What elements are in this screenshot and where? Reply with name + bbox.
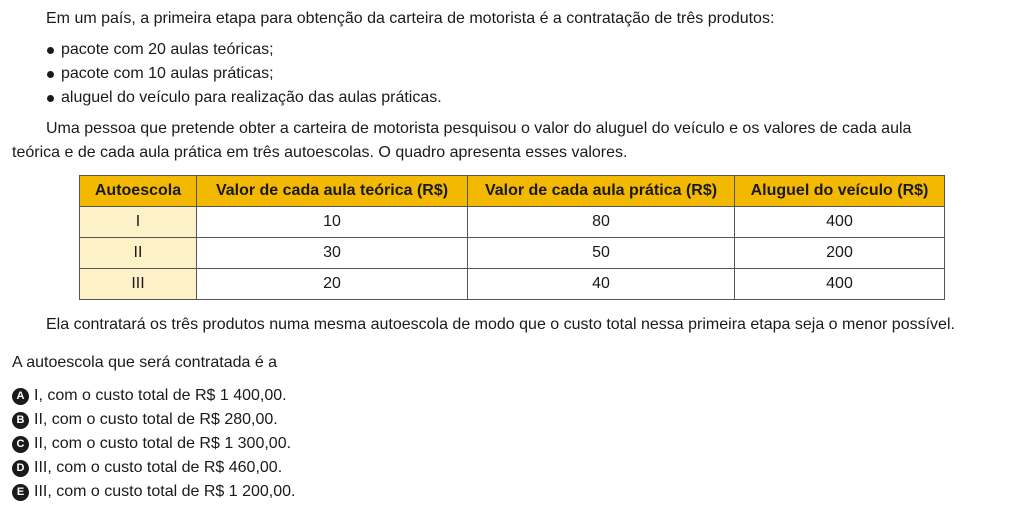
table-cell: I — [80, 207, 197, 238]
option-a[interactable] — [12, 384, 295, 408]
question-stem: A autoescola que será contratada é a — [12, 354, 278, 371]
list-item: aluguel do veículo para realização das aulas práticas. — [46, 86, 442, 110]
option-d[interactable] — [12, 456, 295, 480]
option-letter-badge: B — [12, 412, 29, 429]
option-letter-badge: C — [12, 436, 29, 453]
table-cell: 400 — [735, 207, 945, 238]
table-cell: II — [80, 238, 197, 269]
table-cell: 80 — [468, 207, 735, 238]
option-letter-badge: D — [12, 460, 29, 477]
table-cell: 400 — [735, 269, 945, 300]
table-cell: 200 — [735, 238, 945, 269]
table-cell: 50 — [468, 238, 735, 269]
table-cell: III — [80, 269, 197, 300]
research-paragraph-line2: teórica e de cada aula prática em três autoescolas. O quadro apresenta esses valores. — [12, 144, 628, 161]
column-header: Valor de cada aula prática (R$) — [468, 176, 735, 207]
column-header: Aluguel do veículo (R$) — [735, 176, 945, 207]
contract-paragraph: Ela contratará os três produtos numa mesma autoescola de modo que o custo total nessa primeira etapa seja o menor possível. — [46, 316, 955, 333]
column-header: Autoescola — [80, 176, 197, 207]
table-row — [80, 207, 945, 238]
option-text: I, com o custo total de R$ 1 400,00. — [34, 387, 287, 404]
table-header-row — [80, 176, 945, 207]
price-table — [79, 175, 945, 300]
option-e[interactable] — [12, 480, 295, 504]
table-row — [80, 269, 945, 300]
option-text: II, com o custo total de R$ 1 300,00. — [34, 435, 292, 452]
intro-paragraph: Em um país, a primeira etapa para obtenção da carteira de motorista é a contratação de três produtos: — [46, 10, 775, 27]
option-text: III, com o custo total de R$ 1 200,00. — [34, 483, 296, 500]
option-letter-badge: E — [12, 484, 29, 501]
table-cell: 20 — [197, 269, 468, 300]
option-text: II, com o custo total de R$ 280,00. — [34, 411, 278, 428]
table-cell: 30 — [197, 238, 468, 269]
option-text: III, com o custo total de R$ 460,00. — [34, 459, 283, 476]
table-row — [80, 238, 945, 269]
product-list — [46, 38, 442, 110]
table-cell: 10 — [197, 207, 468, 238]
option-b[interactable] — [12, 408, 295, 432]
research-paragraph-line1: Uma pessoa que pretende obter a carteira de motorista pesquisou o valor do aluguel do veículo e os valores de cada aula — [46, 120, 912, 137]
option-c[interactable] — [12, 432, 295, 456]
list-item: pacote com 10 aulas práticas; — [46, 62, 442, 86]
list-item: pacote com 20 aulas teóricas; — [46, 38, 442, 62]
table-cell: 40 — [468, 269, 735, 300]
column-header: Valor de cada aula teórica (R$) — [197, 176, 468, 207]
answer-options — [12, 384, 295, 504]
option-letter-badge: A — [12, 388, 29, 405]
